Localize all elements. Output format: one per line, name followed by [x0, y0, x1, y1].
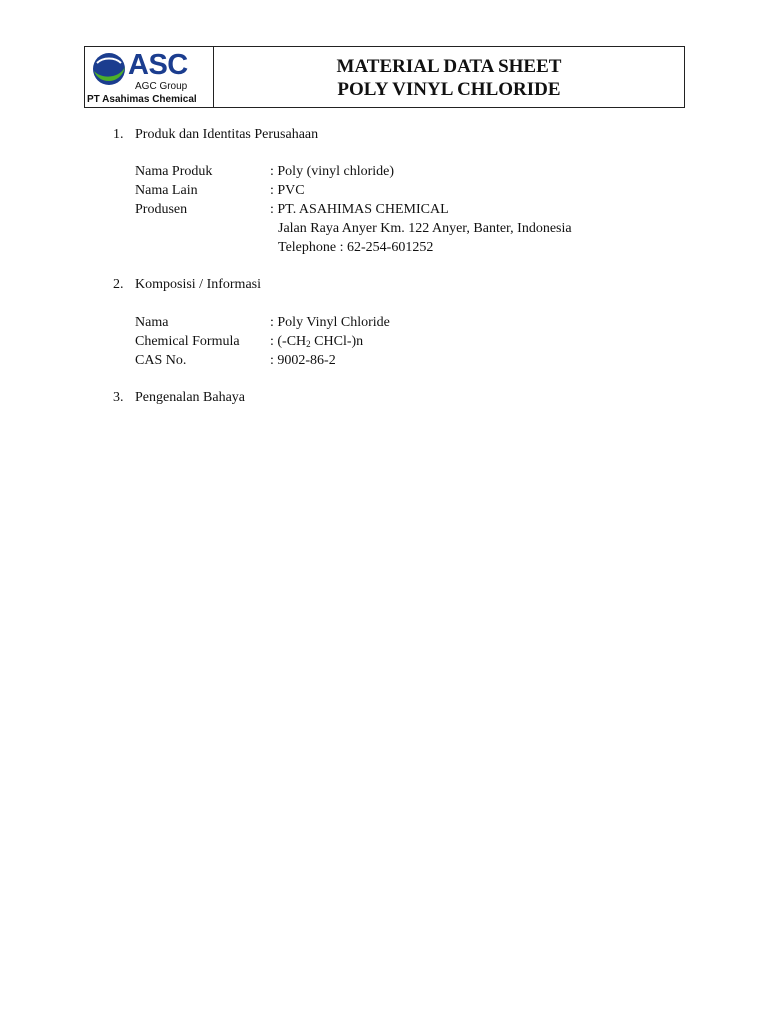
- formula-suffix: CHCl-)n: [310, 334, 364, 349]
- section-title: Komposisi / Informasi: [135, 277, 261, 292]
- row-label: Nama: [135, 315, 169, 330]
- globe-logo-icon: [91, 51, 127, 87]
- section-title: Produk dan Identitas Perusahaan: [135, 127, 319, 142]
- info-row-other-name: [135, 182, 305, 200]
- row-label: Produsen: [135, 202, 188, 217]
- logo-company-text: PT Asahimas Chemical: [87, 94, 197, 105]
- section-title: Pengenalan Bahaya: [135, 390, 246, 405]
- info-row-cas-number: [135, 352, 336, 370]
- section-number: 3.: [113, 390, 124, 405]
- row-value: : PT. ASAHIMAS CHEMICAL: [270, 202, 449, 217]
- logo-brand-text: ASC: [128, 49, 188, 81]
- title-line-2: POLY VINYL CHLORIDE: [337, 79, 561, 100]
- section-2-heading: [113, 276, 261, 294]
- info-row-product-name: [135, 163, 394, 181]
- section-number: 2.: [113, 277, 124, 292]
- address-line: Jalan Raya Anyer Km. 122 Anyer, Banter, Indonesia: [278, 221, 572, 236]
- formula-prefix: : (-CH: [270, 334, 307, 349]
- row-label: Nama Lain: [135, 183, 198, 198]
- section-3-heading: [113, 389, 245, 407]
- info-row-name: [135, 314, 390, 332]
- logo-group-text: AGC Group: [135, 81, 188, 92]
- row-label: Nama Produk: [135, 164, 213, 179]
- document-header: [84, 46, 685, 108]
- info-row-manufacturer: [135, 201, 449, 219]
- row-value: : Poly (vinyl chloride): [270, 164, 395, 179]
- row-value: : PVC: [270, 183, 305, 198]
- document-title: [214, 47, 684, 107]
- row-label: CAS No.: [135, 353, 187, 368]
- company-logo: [85, 47, 214, 107]
- info-row-chemical-formula: [135, 333, 363, 351]
- telephone-line: Telephone : 62-254-601252: [278, 240, 434, 255]
- row-label: Chemical Formula: [135, 334, 240, 349]
- row-value: : 9002-86-2: [270, 353, 336, 368]
- formula-subscript: 2: [306, 339, 311, 349]
- section-1-heading: [113, 126, 318, 144]
- section-number: 1.: [113, 127, 124, 142]
- title-line-1: MATERIAL DATA SHEET: [336, 56, 562, 77]
- row-value: : Poly Vinyl Chloride: [270, 315, 390, 330]
